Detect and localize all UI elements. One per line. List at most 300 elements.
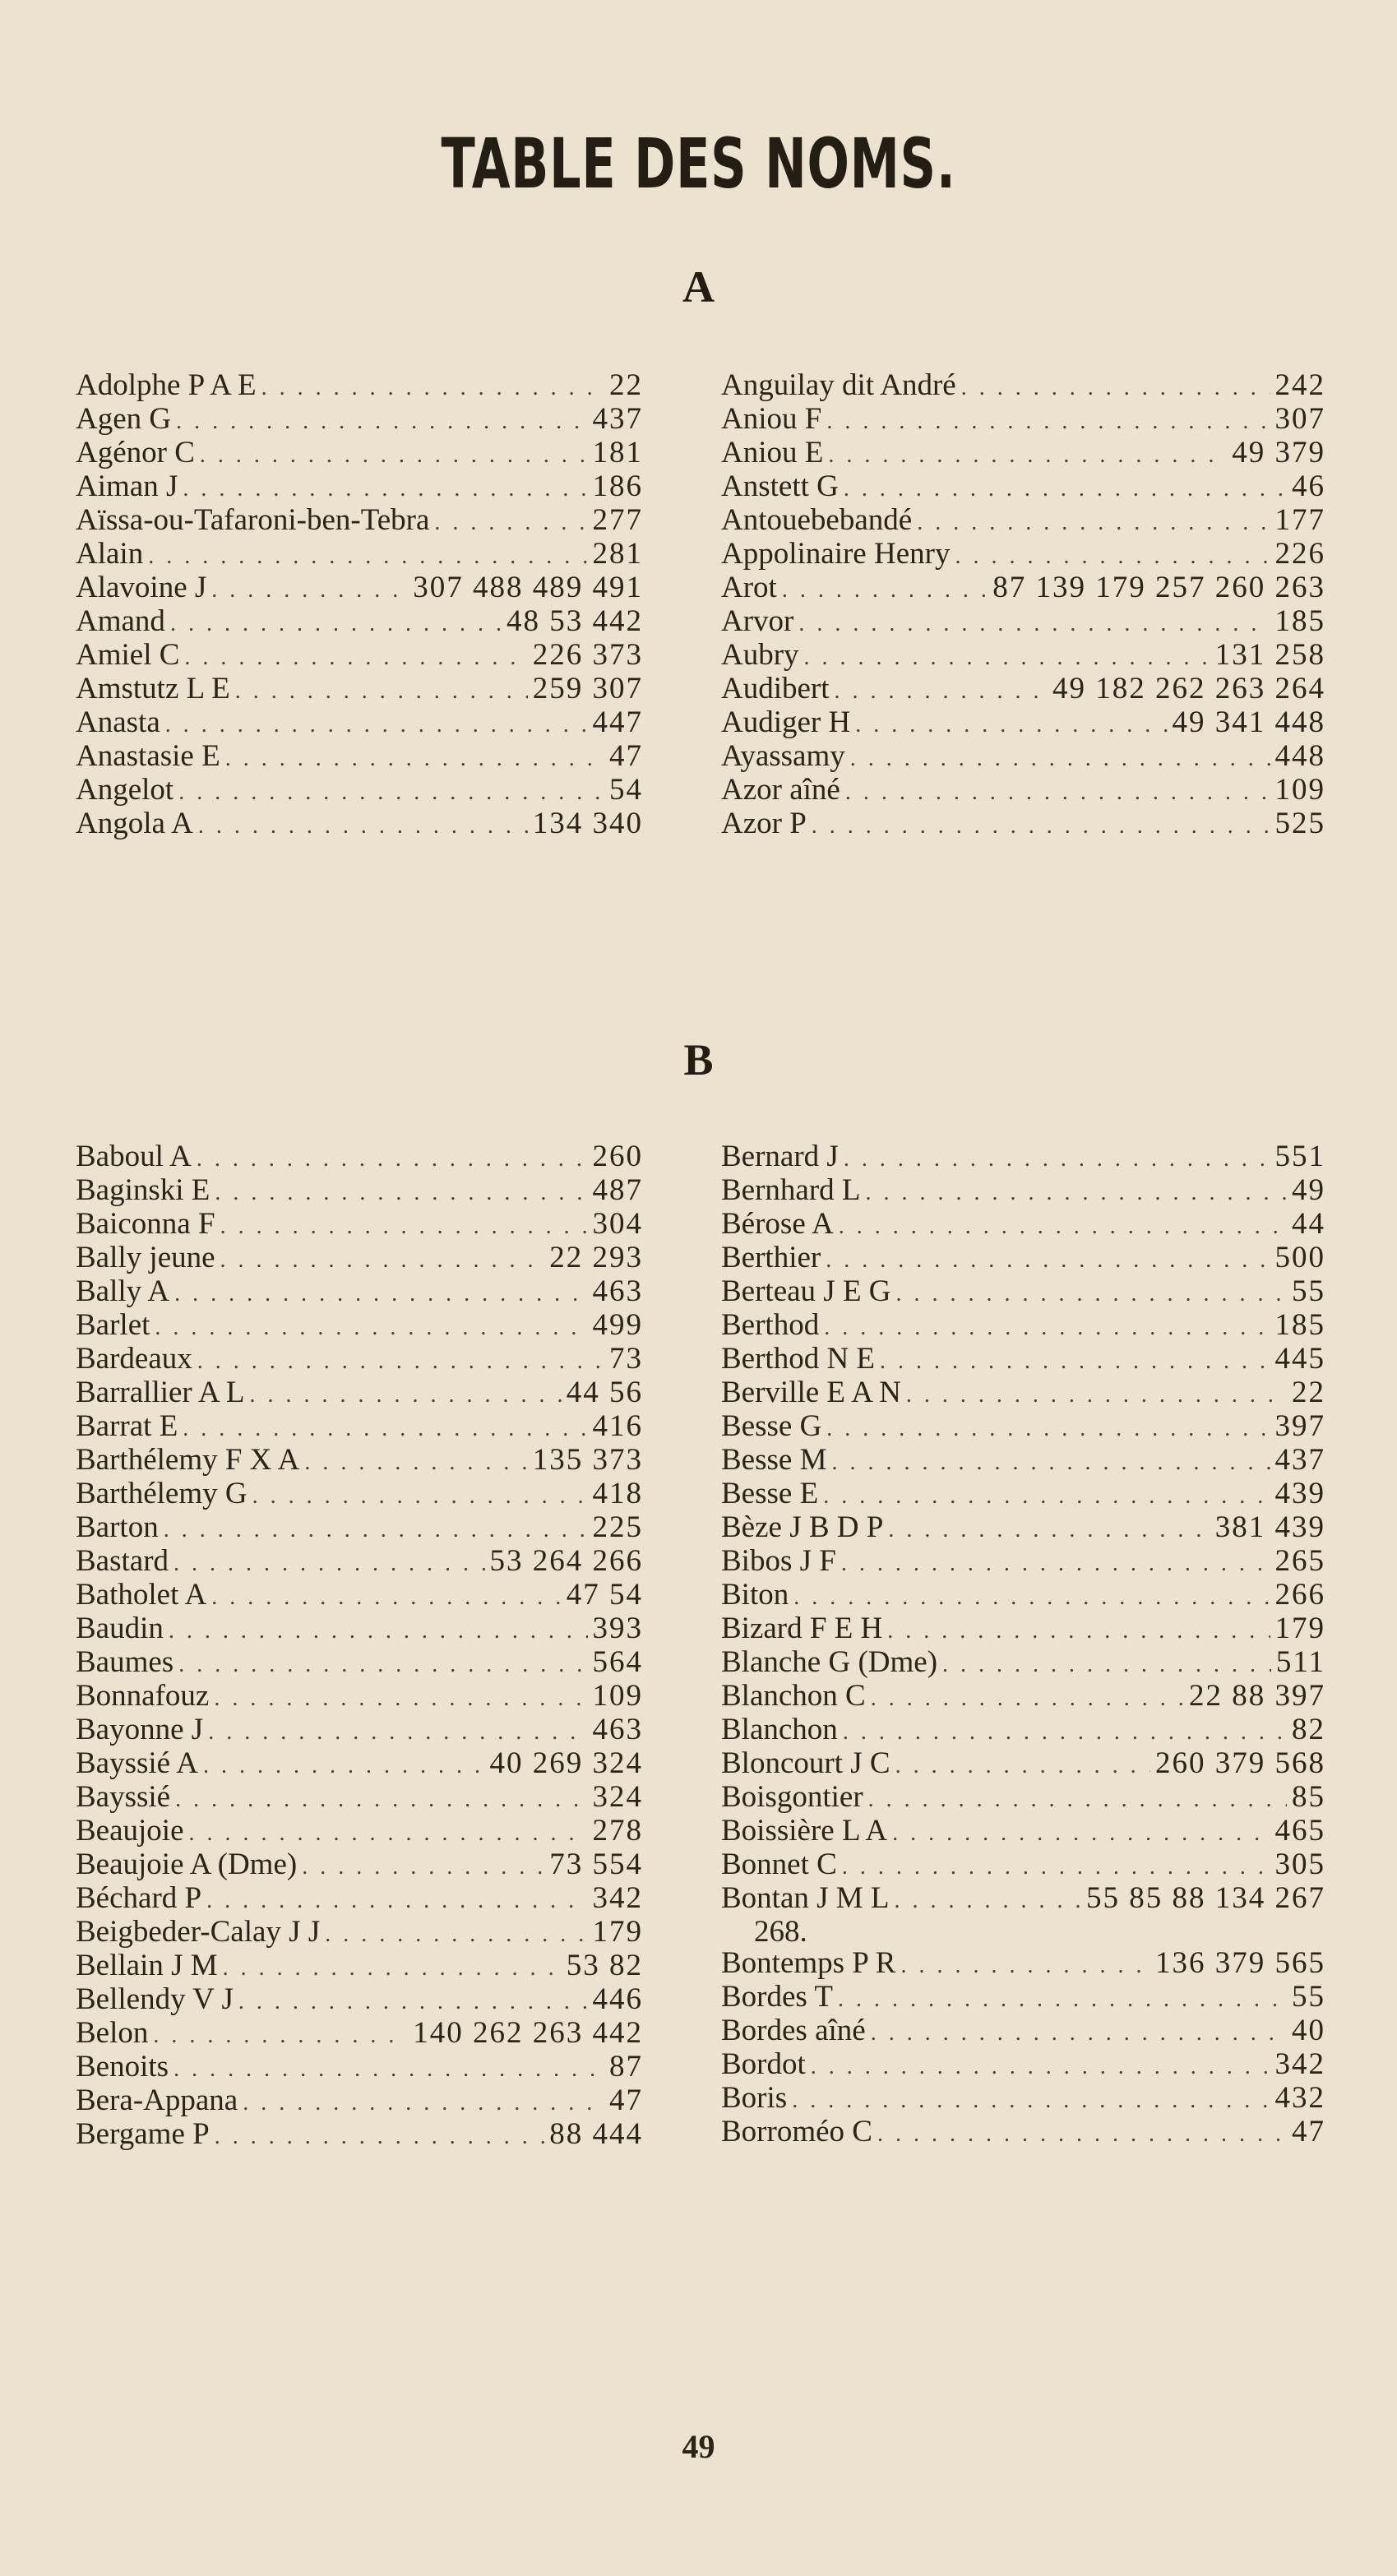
entry-name: Bèze J B D P (721, 1510, 884, 1544)
entry-name: Baginski E (76, 1173, 210, 1207)
index-entry (721, 1175, 1325, 1209)
dot-leader (434, 507, 587, 539)
dot-leader (895, 1885, 1081, 1917)
dot-leader (183, 474, 587, 505)
dot-leader (835, 676, 1048, 707)
dot-leader (892, 1818, 1270, 1849)
index-entry (76, 404, 643, 437)
index-entry (721, 471, 1325, 505)
entry-pages: 278 (592, 1814, 643, 1848)
entry-name: Bayssié (76, 1780, 171, 1814)
dot-leader (871, 2018, 1287, 2049)
entry-name: Azor aîné (721, 773, 840, 807)
dot-leader (225, 743, 604, 775)
entry-name: Bérose A (721, 1207, 834, 1241)
dot-leader (792, 2085, 1270, 2116)
index-entry (721, 1883, 1325, 1917)
entry-pages: 432 (1274, 2081, 1325, 2115)
index-entry (721, 1411, 1325, 1445)
entry-pages: 445 (1274, 1342, 1325, 1376)
entry-pages: 85 (1292, 1780, 1325, 1814)
entry-name: Amand (76, 604, 165, 638)
entry-name: Bastard (76, 1544, 169, 1578)
dot-leader (906, 1380, 1287, 1411)
index-entry (76, 1141, 643, 1175)
section-a-left-column (76, 370, 643, 842)
index-entry (721, 1478, 1325, 1512)
entry-pages: 22 293 (549, 1241, 643, 1274)
index-entry (76, 1343, 643, 1377)
entry-pages: 47 (609, 739, 643, 773)
index-entry (721, 1512, 1325, 1546)
entry-pages: 54 (609, 773, 643, 807)
entry-pages: 49 341 448 (1172, 705, 1325, 739)
index-entry (721, 1681, 1325, 1714)
entry-name: Beaujoie (76, 1814, 184, 1848)
entry-name: Borroméo C (721, 2115, 872, 2148)
entry-pages: 55 (1292, 1274, 1325, 1308)
entry-pages: 49 (1292, 1173, 1325, 1207)
entry-name: Aniou F (721, 402, 822, 436)
entry-name: Bally jeune (76, 1241, 215, 1274)
dot-leader (850, 743, 1270, 775)
entry-name: Angelot (76, 773, 174, 807)
entry-pages: 226 (1274, 537, 1325, 571)
index-entry (76, 471, 643, 505)
dot-leader (302, 1852, 544, 1883)
entry-name: Béchard P (76, 1881, 202, 1915)
index-entry (721, 2116, 1325, 2150)
index-entry (76, 370, 643, 404)
dot-leader (178, 1649, 587, 1681)
entry-name: Bordes aîné (721, 2014, 866, 2047)
entry-name: Boisgontier (721, 1780, 863, 1814)
entry-pages: 225 (592, 1510, 643, 1544)
entry-pages: 525 (1274, 807, 1325, 840)
index-entry (76, 673, 643, 707)
index-entry (76, 1579, 643, 1613)
entry-pages: 179 (592, 1915, 643, 1949)
entry-pages: 47 (609, 2083, 643, 2117)
index-entry (76, 505, 643, 539)
dot-leader (804, 642, 1210, 673)
page-number: 49 (682, 2428, 715, 2465)
index-entry (76, 808, 643, 842)
dot-leader (169, 1616, 588, 1647)
entry-pages: 136 379 565 (1155, 1946, 1325, 1980)
entry-pages: 88 444 (549, 2117, 643, 2151)
entry-name: Agénor C (76, 436, 195, 469)
entry-pages: 265 (1274, 1544, 1325, 1578)
entry-name: Bernard J (721, 1140, 839, 1173)
dot-leader (211, 575, 408, 606)
entry-pages: 40 (1292, 2014, 1325, 2047)
entry-name: Barthélemy F X A (76, 1443, 300, 1477)
entry-pages: 307 (1274, 402, 1325, 436)
page-title: TABLE DES NOMS. (441, 123, 956, 204)
index-entry (76, 1411, 643, 1445)
dot-leader (197, 1346, 604, 1377)
entry-name: Bonnafouz (76, 1679, 210, 1713)
dot-leader (250, 1380, 562, 1411)
index-entry (721, 2015, 1325, 2049)
index-entry (76, 1445, 643, 1478)
dot-leader (811, 2051, 1270, 2083)
index-entry (721, 775, 1325, 808)
entry-name: Bonnet C (721, 1848, 837, 1881)
index-entry (76, 1950, 643, 1984)
entry-name: Berthod N E (721, 1342, 876, 1376)
dot-leader (866, 1177, 1287, 1209)
index-entry (76, 1377, 643, 1411)
dot-leader (174, 1279, 587, 1310)
index-entry (721, 505, 1325, 539)
entry-name: Anastasie E (76, 739, 220, 773)
dot-leader (841, 1548, 1270, 1579)
index-entry (721, 1815, 1325, 1849)
entry-name: Bontemps P R (721, 1946, 896, 1980)
entry-pages: 185 (1274, 1308, 1325, 1342)
entry-name: Amstutz L E (76, 672, 230, 705)
entry-pages: 463 (592, 1274, 643, 1308)
entry-name: Besse E (721, 1477, 819, 1510)
index-entry (76, 775, 643, 808)
index-entry (76, 1849, 643, 1883)
dot-leader (823, 1481, 1270, 1512)
entry-name: Barlet (76, 1308, 150, 1342)
index-entry (721, 539, 1325, 572)
dot-leader (208, 1717, 587, 1748)
index-entry (721, 1579, 1325, 1613)
entry-pages: 22 88 397 (1189, 1679, 1325, 1713)
index-entry (721, 1343, 1325, 1377)
dot-leader (826, 406, 1270, 437)
index-entry (721, 1445, 1325, 1478)
entry-pages: 463 (592, 1713, 643, 1746)
dot-leader (304, 1447, 527, 1478)
entry-pages: 281 (592, 537, 643, 571)
index-entry (721, 673, 1325, 707)
entry-pages: 397 (1274, 1409, 1325, 1443)
entry-pages: 448 (1274, 739, 1325, 773)
dot-leader (173, 1548, 484, 1579)
entry-name: Ayassamy (721, 739, 845, 773)
dot-leader (198, 811, 528, 842)
entry-name: Berthier (721, 1241, 821, 1274)
entry-name: Belon (76, 2016, 149, 2050)
entry-name: Bellendy V J (76, 1982, 234, 2016)
index-entry (721, 741, 1325, 775)
dot-leader (238, 1986, 588, 2018)
index-entry (721, 707, 1325, 741)
dot-leader (183, 1413, 587, 1445)
index-entry (76, 1681, 643, 1714)
dot-leader (206, 1885, 587, 1917)
dot-leader (148, 541, 587, 572)
index-entry (76, 1546, 643, 1579)
dot-leader (215, 1177, 587, 1209)
entry-pages: 499 (592, 1308, 643, 1342)
dot-leader (178, 777, 604, 808)
entry-pages: 73 (609, 1342, 643, 1376)
index-entry (721, 1714, 1325, 1748)
entry-pages: 109 (592, 1679, 643, 1713)
index-entry (721, 2083, 1325, 2116)
dot-leader (871, 1683, 1184, 1714)
entry-name: Aubry (721, 638, 799, 672)
entry-pages: 305 (1274, 1848, 1325, 1881)
dot-leader (325, 1919, 587, 1950)
entry-name: Bibos J F (721, 1544, 836, 1578)
dot-leader (220, 1245, 545, 1276)
entry-pages: 186 (592, 469, 643, 503)
dot-leader (782, 575, 988, 606)
entry-pages: 437 (592, 402, 643, 436)
entry-name: Anasta (76, 705, 160, 739)
index-entry (76, 606, 643, 640)
index-entry (76, 1748, 643, 1782)
entry-name: Anguilay dit André (721, 368, 956, 402)
dot-leader (824, 1312, 1270, 1343)
entry-name: Bally A (76, 1274, 170, 1308)
entry-pages: 226 373 (532, 638, 643, 672)
section-b-right-column (721, 1141, 1325, 2150)
section-letter-b: B (683, 1035, 714, 1085)
index-entry (76, 539, 643, 572)
entry-name: Blanchon (721, 1713, 838, 1746)
index-entry (721, 1748, 1325, 1782)
dot-leader (838, 1984, 1287, 2015)
entry-name: Bergame P (76, 2117, 210, 2151)
dot-leader (843, 1717, 1287, 1748)
entry-pages: 418 (592, 1477, 643, 1510)
entry-name: Beigbeder-Calay J J (76, 1915, 321, 1949)
index-entry (76, 1242, 643, 1276)
dot-leader (189, 1818, 588, 1849)
dot-leader (261, 372, 604, 404)
entry-name: Alain (76, 537, 144, 571)
dot-leader (243, 2088, 604, 2119)
entry-pages: 49 379 (1232, 436, 1325, 469)
entry-name: Blanchon C (721, 1679, 866, 1713)
entry-pages: 242 (1274, 368, 1325, 402)
entry-pages: 44 56 (566, 1376, 643, 1409)
entry-name: Bera-Appana (76, 2083, 238, 2117)
entry-name: Barrallier A L (76, 1376, 245, 1409)
index-entry (721, 1377, 1325, 1411)
entry-name: Aïssa-ou-Tafaroni-ben-Tebra (76, 503, 430, 537)
entry-pages: 44 (1292, 1207, 1325, 1241)
index-entry (76, 640, 643, 673)
dot-leader (942, 1649, 1271, 1681)
dot-leader (812, 811, 1270, 842)
entry-pages: 500 (1274, 1241, 1325, 1274)
dot-leader (855, 710, 1167, 741)
entry-name: Bardeaux (76, 1342, 192, 1376)
index-entry (721, 437, 1325, 471)
dot-leader (826, 1413, 1270, 1445)
entry-pages: 393 (592, 1612, 643, 1645)
dot-leader (155, 1312, 587, 1343)
entry-name: Baiconna F (76, 1207, 215, 1241)
entry-pages: 564 (592, 1645, 643, 1679)
index-entry (76, 1984, 643, 2018)
index-entry (76, 572, 643, 606)
entry-name: Angola A (76, 807, 193, 840)
dot-leader (793, 1582, 1270, 1613)
entry-name: Amiel C (76, 638, 180, 672)
dot-leader (826, 1245, 1270, 1276)
dot-leader (176, 406, 587, 437)
entry-name: Bloncourt J C (721, 1746, 890, 1780)
entry-pages: 55 (1292, 1980, 1325, 2014)
dot-leader (153, 2020, 408, 2051)
entry-pages: 304 (592, 1207, 643, 1241)
dot-leader (842, 1852, 1270, 1883)
dot-leader (844, 1144, 1270, 1175)
dot-leader (888, 1515, 1210, 1546)
index-entry (76, 1209, 643, 1242)
entry-pages: 381 439 (1214, 1510, 1325, 1544)
entry-pages: 49 182 262 263 264 (1052, 672, 1325, 705)
dot-leader (895, 1750, 1150, 1782)
entry-pages: 134 340 (532, 807, 643, 840)
entry-pages: 140 262 263 442 (413, 2016, 643, 2050)
entry-pages: 446 (592, 1982, 643, 2016)
section-letter-a: A (682, 262, 715, 312)
entry-name: Baboul A (76, 1140, 192, 1173)
entry-pages: 87 (609, 2050, 643, 2083)
dot-leader (844, 474, 1287, 505)
entry-pages: 179 (1274, 1612, 1325, 1645)
index-entry (721, 606, 1325, 640)
entry-pages: 465 (1274, 1814, 1325, 1848)
dot-leader (252, 1481, 588, 1512)
entry-name: Beaujoie A (Dme) (76, 1848, 298, 1881)
entry-pages: 487 (592, 1173, 643, 1207)
entry-pages: 82 (1292, 1713, 1325, 1746)
dot-leader (896, 1279, 1287, 1310)
entry-name: Bizard F E H (721, 1612, 883, 1645)
dot-leader (165, 710, 588, 741)
entry-pages: 109 (1274, 773, 1325, 807)
entry-name: Azor P (721, 807, 807, 840)
entry-pages: 22 (609, 368, 643, 402)
index-entry (76, 1175, 643, 1209)
entry-name: Biton (721, 1578, 789, 1612)
dot-leader (887, 1616, 1270, 1647)
dot-leader (917, 507, 1270, 539)
entry-pages: 135 373 (532, 1443, 643, 1477)
dot-leader (220, 1211, 588, 1242)
index-entry (76, 1917, 643, 1950)
index-entry (76, 1276, 643, 1310)
entry-name: Bordes T (721, 1980, 834, 2014)
entry-name: Arvor (721, 604, 794, 638)
entry-name: Bayssié A (76, 1746, 199, 1780)
entry-name: Bellain J M (76, 1949, 218, 1982)
index-entry (76, 1647, 643, 1681)
index-entry (721, 640, 1325, 673)
index-entry (721, 1948, 1325, 1982)
entry-pages: 47 (1292, 2115, 1325, 2148)
entry-name: Barrat E (76, 1409, 178, 1443)
entry-pages: 259 307 (532, 672, 643, 705)
index-entry (76, 2051, 643, 2085)
index-entry (721, 1647, 1325, 1681)
index-entry (721, 1546, 1325, 1579)
index-entry (721, 1141, 1325, 1175)
entry-name: Agen G (76, 402, 172, 436)
entry-name: Audiger H (721, 705, 851, 739)
section-b-left-column (76, 1141, 643, 2153)
entry-name: Baudin (76, 1612, 164, 1645)
entry-name: Bordot (721, 2047, 806, 2081)
index-entry (76, 2018, 643, 2051)
entry-pages: 260 379 568 (1155, 1746, 1325, 1780)
dot-leader (214, 1683, 587, 1714)
entry-name: Berteau J E G (721, 1274, 891, 1308)
entry-name: Boissière L A (721, 1814, 888, 1848)
entry-pages: 181 (592, 436, 643, 469)
dot-leader (828, 440, 1227, 471)
dot-leader (197, 1144, 588, 1175)
entry-pages: 131 258 (1214, 638, 1325, 672)
index-entry (721, 1982, 1325, 2015)
dot-leader (211, 1582, 561, 1613)
entry-name: Audibert (721, 672, 830, 705)
entry-pages: 185 (1274, 604, 1325, 638)
entry-name: Aiman J (76, 469, 178, 503)
entry-pages: 416 (592, 1409, 643, 1443)
dot-leader (203, 1750, 484, 1782)
dot-leader (173, 2054, 604, 2085)
entry-name: Berthod (721, 1308, 820, 1342)
index-entry (76, 2119, 643, 2153)
dot-leader (798, 608, 1270, 640)
index-entry (721, 1276, 1325, 1310)
index-entry (76, 1714, 643, 1748)
index-entry (76, 2085, 643, 2119)
index-entry (721, 1613, 1325, 1647)
dot-leader (900, 1950, 1150, 1982)
dot-leader (184, 642, 527, 673)
entry-pages: 87 139 179 257 260 263 (992, 571, 1325, 604)
entry-continuation: 268. (754, 1915, 807, 1949)
entry-pages: 260 (592, 1140, 643, 1173)
entry-pages: 55 85 88 134 267 (1086, 1881, 1325, 1915)
index-entry (76, 1613, 643, 1647)
entry-pages: 342 (592, 1881, 643, 1915)
dot-leader (831, 1447, 1270, 1478)
dot-leader (175, 1784, 587, 1815)
entry-name: Arot (721, 571, 777, 604)
section-a-right-column (721, 370, 1325, 842)
entry-pages: 73 554 (549, 1848, 643, 1881)
entry-pages: 48 53 442 (507, 604, 643, 638)
dot-leader (868, 1784, 1287, 1815)
entry-name: Appolinaire Henry (721, 537, 951, 571)
entry-name: Berville E A N (721, 1376, 901, 1409)
entry-pages: 342 (1274, 2047, 1325, 2081)
index-entry (721, 1242, 1325, 1276)
entry-pages: 47 54 (566, 1578, 643, 1612)
dot-leader (223, 1953, 562, 1984)
entry-name: Anstett G (721, 469, 839, 503)
entry-name: Besse M (721, 1443, 827, 1477)
entry-pages: 53 264 266 (489, 1544, 643, 1578)
dot-leader (845, 777, 1270, 808)
